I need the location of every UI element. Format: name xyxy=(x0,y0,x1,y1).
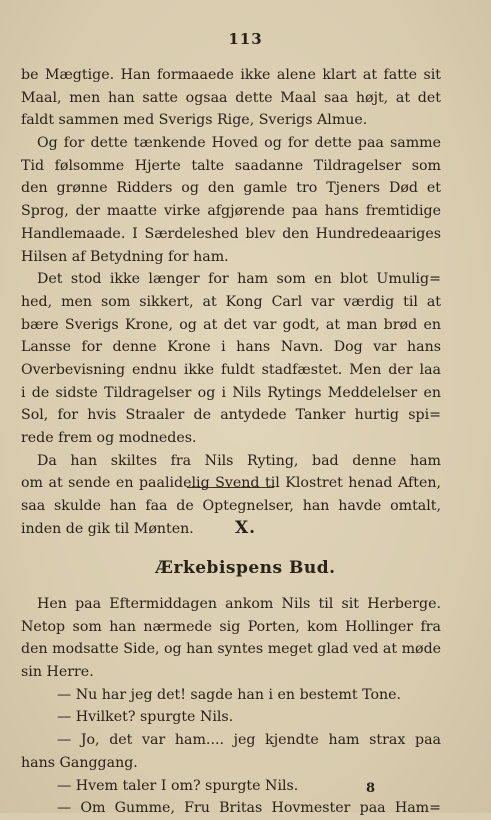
text-line: Da han skiltes fra Nils Ryting, bad denne ham xyxy=(37,452,441,469)
text-line: om at sende en paalidelig Svend til Klostret henad Aften, xyxy=(21,475,441,492)
text-line: Hilsen af Betydning for ham. xyxy=(21,248,229,265)
text-line: den modsatte Side, og han syntes meget glad ved at møde xyxy=(21,641,441,658)
text-line: Overbevisning endnu ikke fuldt stadfæstet. Men der laa xyxy=(21,361,441,378)
text-line: inden de gik til Mønten. xyxy=(21,520,194,537)
text-line: — Jo, det var ham.... jeg kjendte ham strax paa xyxy=(57,732,441,749)
text-line: Maal, men han satte ogsaa dette Maal saa højt, at det xyxy=(21,89,441,106)
text-block-after-chapter xyxy=(21,593,441,820)
text-line: — Om Gumme, Fru Britas Hovmester paa Ham= xyxy=(57,800,441,817)
text-block-before-chapter xyxy=(21,64,441,540)
text-line: — Hvilket? spurgte Nils. xyxy=(57,709,234,726)
chapter-title: Ærkebispens Bud. xyxy=(155,558,336,578)
text-line: Hen paa Eftermiddagen ankom Nils til sit Herberge. xyxy=(37,596,441,612)
text-line: Sprog, der maatte virke afgjørende paa hans fremtidige xyxy=(21,203,441,220)
text-line: Det stod ikke længer for ham som en blot Umulig= xyxy=(37,271,441,288)
text-line: hed, men som sikkert, at Kong Carl var værdig til at xyxy=(21,293,441,310)
text-line: Handlemaade. I Særdeleshed blev den Hundredeaariges xyxy=(21,225,441,242)
text-line: Tid følsomme Hjerte talte saadanne Tildragelser som xyxy=(21,157,441,174)
text-line: Netop som han nærmede sig Porten, kom Hollinger fra xyxy=(21,618,441,635)
text-line: faldt sammen med Sverigs Rige, Sverigs Almue. xyxy=(21,112,368,129)
text-line: — Nu har jeg det! sagde han i en bestemt Tone. xyxy=(57,686,402,703)
section-divider xyxy=(187,487,274,488)
printer-signature-mark: 8 xyxy=(366,781,376,796)
text-line: den grønne Ridders og den gamle tro Tjeners Død et xyxy=(21,180,441,197)
text-line: bære Sverigs Krone, og at det var godt, at man brød en xyxy=(21,316,441,333)
chapter-number: X. xyxy=(234,518,257,538)
text-line: rede frem og modnedes. xyxy=(21,430,197,446)
text-line: be Mægtige. Han formaaede ikke alene klart at fatte sit xyxy=(21,67,441,83)
text-line: saa skulde han faa de Optegnelser, han havde omtalt, xyxy=(21,498,441,515)
text-line: i de sidste Tildragelser og i Nils Rytings Meddelelser en xyxy=(21,384,441,401)
text-line: sin Herre. xyxy=(21,664,94,681)
text-line: — Hvem taler I om? spurgte Nils. xyxy=(57,777,299,794)
text-line: Sol, for hvis Straaler de antydede Tanker hurtig spi= xyxy=(21,407,441,424)
text-line: hans Ganggang. xyxy=(21,754,138,771)
text-line: Og for dette tænkende Hoved og for dette paa samme xyxy=(37,135,441,152)
text-line: Lansse for denne Krone i hans Navn. Dog var hans xyxy=(21,339,441,356)
page-number: 113 xyxy=(228,30,263,48)
